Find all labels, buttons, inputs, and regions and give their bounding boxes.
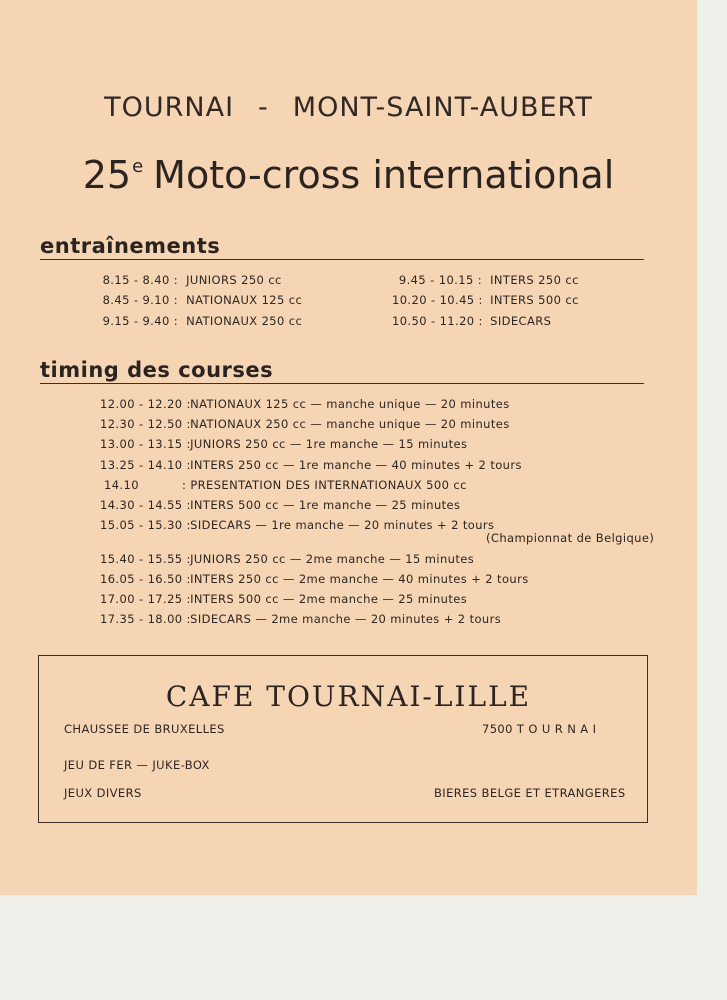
cafe-address: CHAUSSEE DE BRUXELLES (64, 722, 225, 736)
practice-row: 10.20 - 10.45 : INTERS 500 cc (392, 293, 579, 307)
practice-row: 9.45 - 10.15 : INTERS 250 cc (398, 273, 579, 287)
title-superscript: e (132, 156, 144, 177)
race-row: 15.40 - 15.55 : JUNIORS 250 cc — 2me manche — 15 minutes (100, 552, 475, 566)
title-text: Moto-cross international (153, 153, 615, 197)
location-header (0, 92, 697, 123)
race-row: 14.30 - 14.55 : INTERS 500 cc — 1re manche — 25 minutes (100, 498, 461, 512)
section-heading-entrainements: entraînements (40, 234, 221, 258)
race-row: 12.30 - 12.50 : NATIONAUX 250 cc — manche unique — 20 minutes (100, 417, 510, 431)
race-row: 15.05 - 15.30 : SIDECARS — 1re manche — 20 minutes + 2 tours (100, 518, 495, 532)
cafe-beers: BIERES BELGE ET ETRANGERES (434, 786, 626, 800)
race-row: 14.10 : PRESENTATION DES INTERNATIONAUX 500 cc (104, 478, 467, 492)
practice-row: 8.15 - 8.40 : JUNIORS 250 cc (102, 273, 282, 287)
cafe-games: JEU DE FER — JUKE-BOX (64, 758, 210, 772)
section-rule-entrainements (40, 259, 644, 260)
scan-edge (697, 0, 727, 1000)
section-heading-timing: timing des courses (40, 358, 274, 382)
section-rule-timing (40, 383, 644, 384)
championship-note: (Championnat de Belgique) (486, 531, 655, 545)
race-row: 13.00 - 13.15 : JUNIORS 250 cc — 1re manche — 15 minutes (100, 437, 468, 451)
race-row: 16.05 - 16.50 : INTERS 250 cc — 2me manche — 40 minutes + 2 tours (100, 572, 529, 586)
race-row: 17.35 - 18.00 : SIDECARS — 2me manche — 20 minutes + 2 tours (100, 612, 502, 626)
title-number: 25 (82, 153, 132, 197)
location-dash: - (258, 92, 269, 123)
cafe-town: 7500 T O U R N A I (482, 722, 597, 736)
location-right: MONT-SAINT-AUBERT (292, 92, 593, 123)
practice-row: 9.15 - 9.40 : NATIONAUX 250 cc (102, 314, 303, 328)
practice-row: 10.50 - 11.20 : SIDECARS (392, 314, 552, 328)
race-row: 13.25 - 14.10 : INTERS 250 cc — 1re manche — 40 minutes + 2 tours (100, 458, 522, 472)
cafe-misc-games: JEUX DIVERS (64, 786, 142, 800)
location-left: TOURNAI (104, 92, 235, 123)
cafe-name: CAFE TOURNAI-LILLE (165, 680, 532, 713)
scan-bottom-margin (0, 895, 697, 1000)
race-row: 17.00 - 17.25 : INTERS 500 cc — 2me manche — 25 minutes (100, 592, 468, 606)
event-title (0, 153, 697, 197)
practice-row: 8.45 - 9.10 : NATIONAUX 125 cc (102, 293, 303, 307)
race-row: 12.00 - 12.20 : NATIONAUX 125 cc — manche unique — 20 minutes (100, 397, 510, 411)
